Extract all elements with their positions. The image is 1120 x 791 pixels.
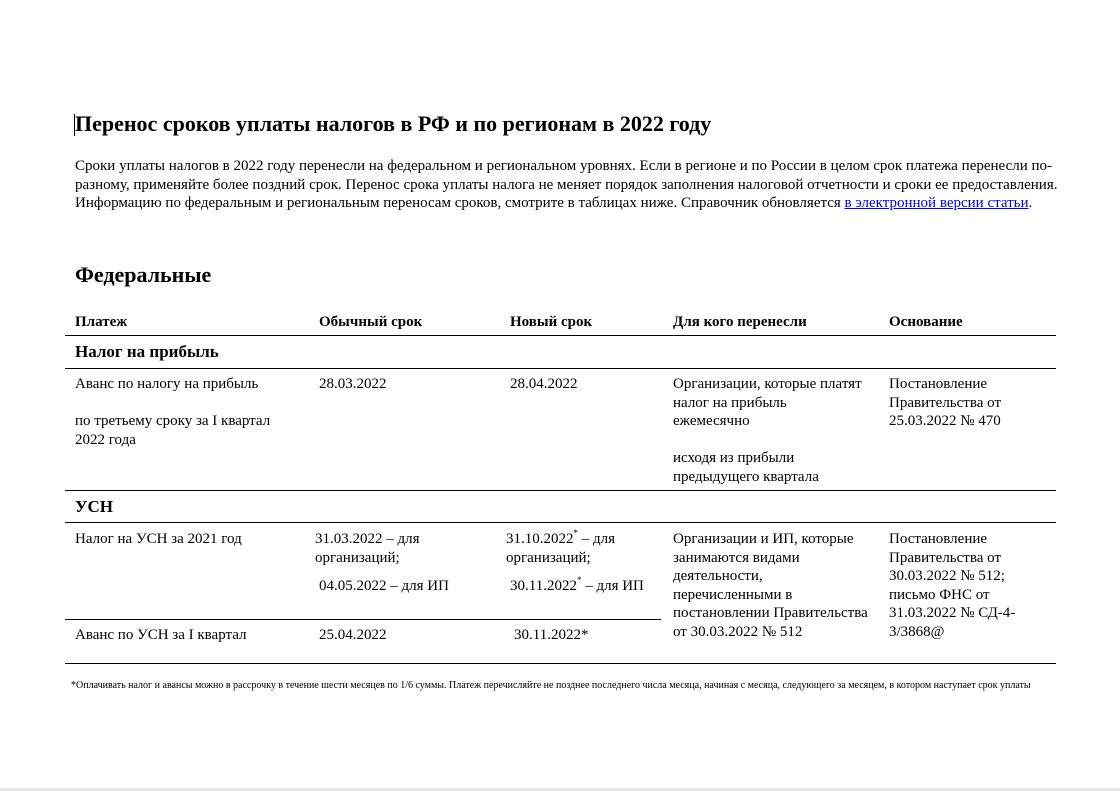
profit-for-whom-line1: Организации, которые платят налог на прибыль ежемесячно xyxy=(673,376,862,429)
footnote: *Оплачивать налог и авансы можно в рассрочку в течение шести месяцев по 1/6 суммы. Платеж перечисляйте не позднее последнего числа месяца, начиная с месяца, следующего за месяцем, в котором наступает срок уплаты xyxy=(71,680,1031,691)
footnote-mark: * xyxy=(573,528,578,538)
table-rule-profit-end xyxy=(65,490,1056,491)
header-new-deadline: Новый срок xyxy=(510,314,593,330)
usn-row1-new-ip-rest: – для ИП xyxy=(581,578,644,594)
header-payment: Платеж xyxy=(75,314,128,330)
header-for-whom: Для кого перенесли xyxy=(673,314,807,330)
table-rule-bottom xyxy=(65,663,1056,664)
profit-basis: Постановление Правительства от 25.03.2022 № 470 xyxy=(889,376,1002,429)
section-title-federal: Федеральные xyxy=(75,262,212,287)
table-rule-profit-group xyxy=(65,368,1056,369)
intro-paragraph xyxy=(75,157,1060,213)
usn-row2-payment: Аванс по УСН за I квартал xyxy=(75,627,247,643)
usn-row1-new-org-date: 31.10.2022 xyxy=(506,531,574,547)
profit-usual-deadline: 28.03.2022 xyxy=(319,376,387,392)
usn-row2-new: 30.11.2022* xyxy=(514,627,589,643)
usn-basis: Постановление Правительства от 30.03.2022 № 512; письмо ФНС от 31.03.2022 № СД-4-3/3868@ xyxy=(889,531,1016,640)
group-title-usn: УСН xyxy=(75,497,113,516)
table-rule-usn-inner xyxy=(65,619,661,620)
document-title: Перенос сроков уплаты налогов в РФ и по регионам в 2022 году xyxy=(75,111,712,136)
usn-row2-usual: 25.04.2022 xyxy=(319,627,387,643)
usn-row1-new-ip-date: 30.11.2022 xyxy=(510,578,577,594)
group-title-profit-tax: Налог на прибыль xyxy=(75,342,219,361)
intro-text: Сроки уплаты налогов в 2022 году перенесли на федеральном и региональном уровнях. Если в регионе и по России в целом срок платежа перенесли по-разному, применяйте более поздний срок. Перенос срока уплаты налога не меняет порядок заполнения налоговой отчетности и сроки ее предоставления. Информацию по федеральным и региональным переносам сроков, смотрите в таблицах ниже. Справочник обновляется xyxy=(75,158,1058,211)
usn-row1-new-org xyxy=(506,530,646,567)
header-basis: Основание xyxy=(889,314,963,330)
usn-row1-usual-org: 31.03.2022 – для организаций; xyxy=(315,531,420,566)
profit-payment-line2: по третьему сроку за I квартал 2022 года xyxy=(75,413,271,448)
usn-row1-new-org-rest: – для организаций; xyxy=(506,531,616,566)
footnote-mark: * xyxy=(576,575,582,585)
intro-end: . xyxy=(1028,195,1033,211)
electronic-version-link[interactable]: в электронной версии статьи xyxy=(844,195,1029,211)
profit-for-whom-line2: исходя из прибыли предыдущего квартала xyxy=(673,450,819,485)
usn-row1-usual-ip: 04.05.2022 – для ИП xyxy=(319,578,449,594)
usn-row1-new-ip xyxy=(510,577,645,596)
table-rule-usn-group xyxy=(65,522,1056,523)
profit-payment-line1: Аванс по налогу на прибыль xyxy=(75,376,259,392)
usn-row1-payment: Налог на УСН за 2021 год xyxy=(75,531,242,547)
usn-for-whom: Организации и ИП, которые занимаются видами деятельности, перечисленными в постановлении Правительства от 30.03.2022 № 512 xyxy=(673,531,868,640)
profit-new-deadline: 28.04.2022 xyxy=(510,376,578,392)
header-usual-deadline: Обычный срок xyxy=(319,314,423,330)
table-rule-header xyxy=(65,335,1056,336)
